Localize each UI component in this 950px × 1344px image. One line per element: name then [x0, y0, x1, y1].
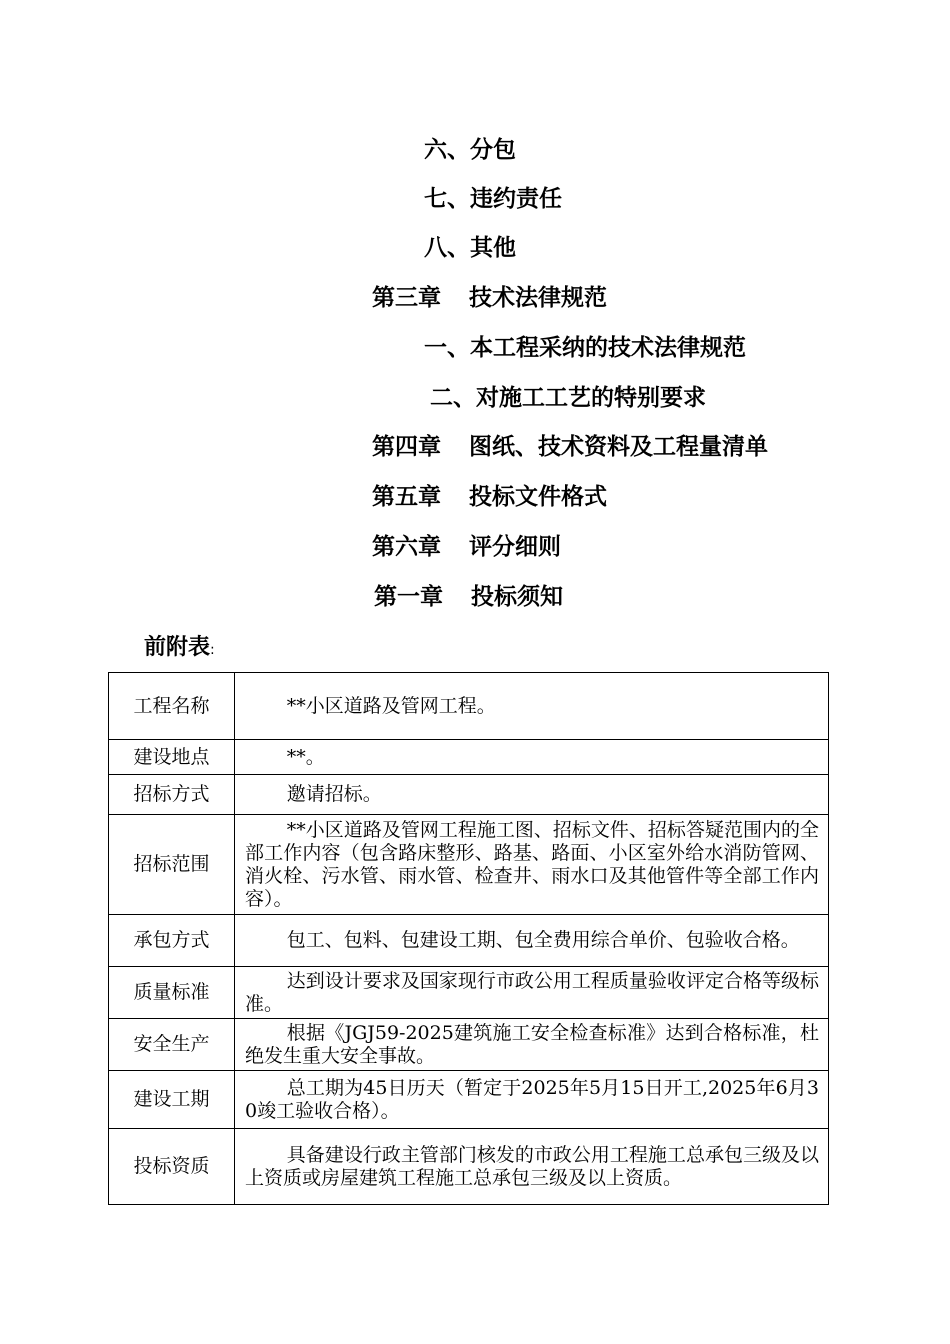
toc-item-number: 第五章	[372, 484, 441, 510]
row-label: 投标资质	[109, 1129, 235, 1205]
row-value: **。	[235, 740, 829, 775]
toc-item-text: 其他	[470, 235, 516, 261]
bid-info-table	[108, 672, 829, 1205]
toc-item-text: 图纸、技术资料及工程量清单	[469, 434, 768, 460]
attachment-title	[144, 633, 215, 665]
toc-item[interactable]	[374, 582, 563, 612]
toc-item-text: 投标须知	[471, 584, 563, 610]
row-value: 总工期为45日历天（暂定于2025年5月15日开工,2025年6月30竣工验收合格）。	[235, 1071, 829, 1129]
table-row	[109, 967, 829, 1019]
toc-item-number: 二、	[430, 385, 476, 411]
toc-item-number: 七、	[424, 186, 470, 212]
row-value: **小区道路及管网工程施工图、招标文件、招标答疑范围内的全部工作内容（包含路床整形、路基、路面、小区室外给水消防管网、消火栓、污水管、雨水管、检查井、雨水口及其他管件等全部工作内容）。	[235, 815, 829, 915]
toc-item[interactable]	[372, 482, 607, 512]
toc-item[interactable]	[430, 383, 706, 413]
attachment-title-text: 前附表	[144, 635, 211, 660]
toc-item[interactable]	[424, 184, 562, 214]
toc-item-text: 技术法律规范	[469, 285, 607, 311]
row-value: 达到设计要求及国家现行市政公用工程质量验收评定合格等级标准。	[235, 967, 829, 1019]
toc-item[interactable]	[372, 532, 561, 562]
row-label: 质量标准	[109, 967, 235, 1019]
toc-item-number: 第一章	[374, 584, 443, 610]
row-label: 招标范围	[109, 815, 235, 915]
row-value: 邀请招标。	[235, 775, 829, 815]
toc-item[interactable]	[372, 432, 768, 462]
row-label: 建设工期	[109, 1071, 235, 1129]
row-label: 工程名称	[109, 673, 235, 740]
row-label: 建设地点	[109, 740, 235, 775]
table-row	[109, 1019, 829, 1071]
toc-item-text: 本工程采纳的技术法律规范	[470, 335, 746, 361]
table-row	[109, 1129, 829, 1205]
toc-item-text: 违约责任	[470, 186, 562, 212]
toc-item[interactable]	[372, 283, 607, 313]
toc-item-number: 第四章	[372, 434, 441, 460]
row-value: 根据《JGJ59-2025建筑施工安全检查标准》达到合格标准，杜绝发生重大安全事故。	[235, 1019, 829, 1071]
row-value: 包工、包料、包建设工期、包全费用综合单价、包验收合格。	[235, 915, 829, 967]
row-value: **小区道路及管网工程。	[235, 673, 829, 740]
toc-item[interactable]	[424, 333, 746, 363]
toc-item-text: 评分细则	[469, 534, 561, 560]
toc-item-number: 六、	[424, 137, 470, 163]
toc-item-text: 对施工工艺的特别要求	[476, 385, 706, 411]
table-row	[109, 673, 829, 740]
toc-item-number: 一、	[424, 335, 470, 361]
row-label: 承包方式	[109, 915, 235, 967]
table-row	[109, 775, 829, 815]
table-row	[109, 915, 829, 967]
toc-item-text: 分包	[470, 137, 516, 163]
attachment-title-colon: :	[210, 642, 215, 658]
row-value: 具备建设行政主管部门核发的市政公用工程施工总承包三级及以上资质或房屋建筑工程施工总承包三级及以上资质。	[235, 1129, 829, 1205]
table-row	[109, 1071, 829, 1129]
table-row	[109, 740, 829, 775]
toc-item-number: 第六章	[372, 534, 441, 560]
row-label: 安全生产	[109, 1019, 235, 1071]
toc-item-text: 投标文件格式	[469, 484, 607, 510]
table-row	[109, 815, 829, 915]
row-label: 招标方式	[109, 775, 235, 815]
toc-item[interactable]	[424, 233, 516, 263]
toc-item-number: 第三章	[372, 285, 441, 311]
toc-item[interactable]	[424, 135, 516, 165]
toc-item-number: 八、	[424, 235, 470, 261]
